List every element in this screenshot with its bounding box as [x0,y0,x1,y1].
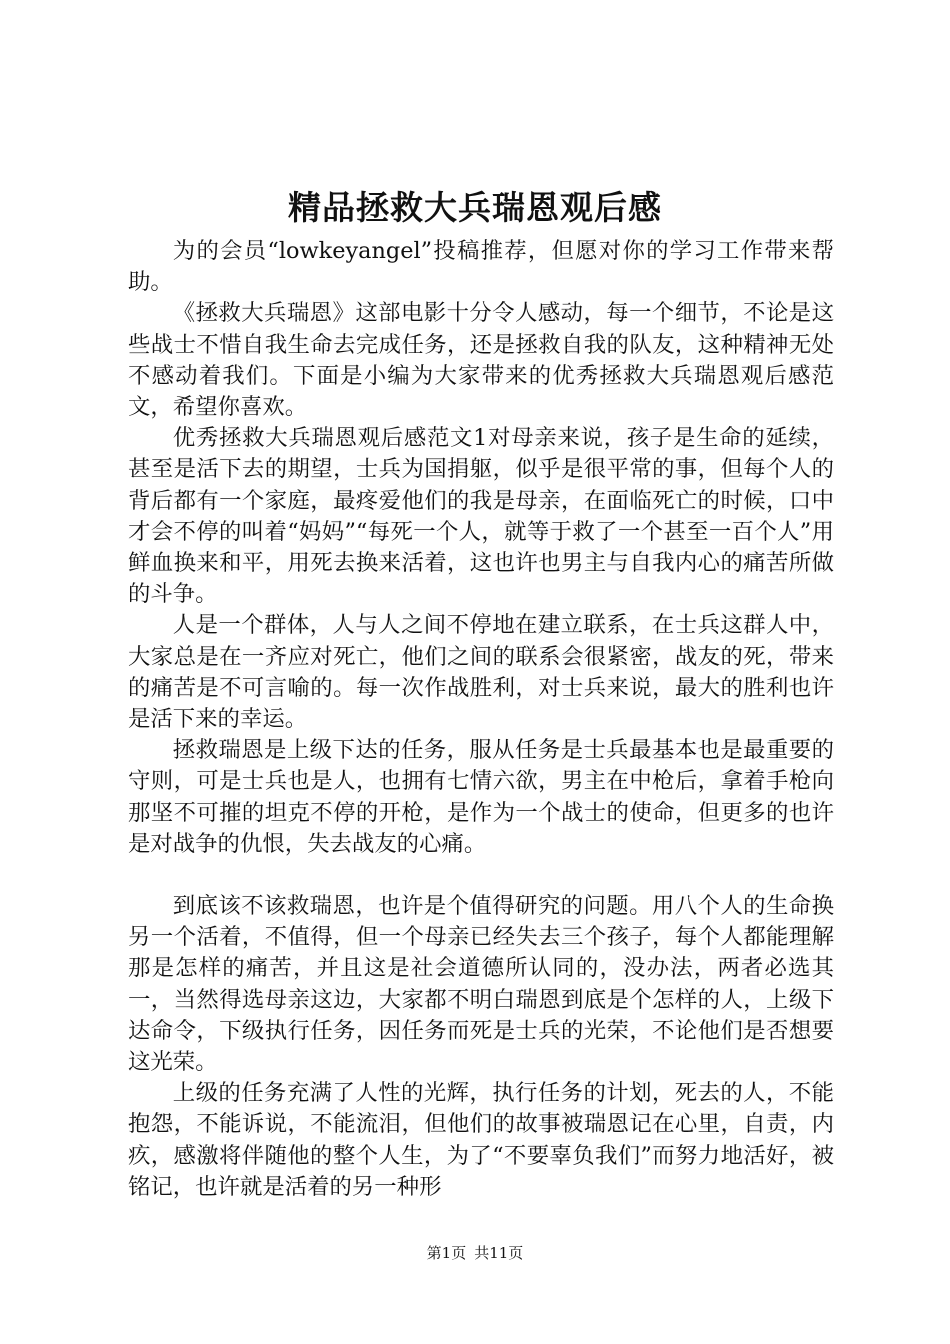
document-body [128,236,834,1203]
paragraph: 人是一个群体，人与人之间不停地在建立联系，在士兵这群人中，大家总是在一齐应对死亡，他们之间的联系会很紧密，战友的死，带来的痛苦是不可言喻的。每一次作战胜利，对士兵来说，最大的胜利也许是活下来的幸运。 [128,612,834,733]
paragraph: 为的会员“lowkeyangel”投稿推荐，但愿对你的学习工作带来帮助。 [128,238,834,296]
page-footer [0,1243,950,1263]
document-title: 精品拯救大兵瑞恩观后感 [288,188,662,227]
page-total: 共11页 [474,1244,524,1262]
paragraph: 拯救瑞恩是上级下达的任务，服从任务是士兵最基本也是最重要的守则，可是士兵也是人，也拥有七情六欲，男主在中枪后，拿着手枪向那坚不可摧的坦克不停的开枪，是作为一个战士的使命，但更多的也许是对战争的仇恨，失去战友的心痛。 [128,737,834,857]
paragraph: 到底该不该救瑞恩，也许是个值得研究的问题。用八个人的生命换另一个活着，不值得，但一个母亲已经失去三个孩子，每个人都能理解那是怎样的痛苦，并且这是社会道德所认同的，没办法，两者必选其一，当然得选母亲这边，大家都不明白瑞恩到底是个怎样的人，上级下达命令，下级执行任务，因任务而死是士兵的光荣，不论他们是否想要这光荣。 [128,893,834,1076]
paragraph: 上级的任务充满了人性的光辉，执行任务的计划，死去的人，不能抱怨，不能诉说，不能流泪，但他们的故事被瑞恩记在心里，自责，内疚，感激将伴随他的整个人生，为了“不要辜负我们”而努力地活好，被铭记，也许就是活着的另一种形 [128,1080,834,1200]
paragraph: 《拯救大兵瑞恩》这部电影十分令人感动，每一个细节，不论是这些战士不惜自我生命去完成任务，还是拯救自我的队友，这种精神无处不感动着我们。下面是小编为大家带来的优秀拯救大兵瑞恩观后感范文，希望你喜欢。 [128,300,834,421]
paragraph: 优秀拯救大兵瑞恩观后感范文1对母亲来说，孩子是生命的延续，甚至是活下去的期望，士兵为国捐躯，似乎是很平常的事，但每个人的背后都有一个家庭，最疼爱他们的我是母亲，在面临死亡的时候，口中才会不停的叫着“妈妈”“每死一个人，就等于救了一个甚至一百个人”用鲜血换来和平，用死去换来活着，这也许也男主与自我内心的痛苦所做的斗争。 [128,425,834,608]
paragraph-spacer [128,860,834,891]
page-number: 第1页 [426,1244,467,1262]
